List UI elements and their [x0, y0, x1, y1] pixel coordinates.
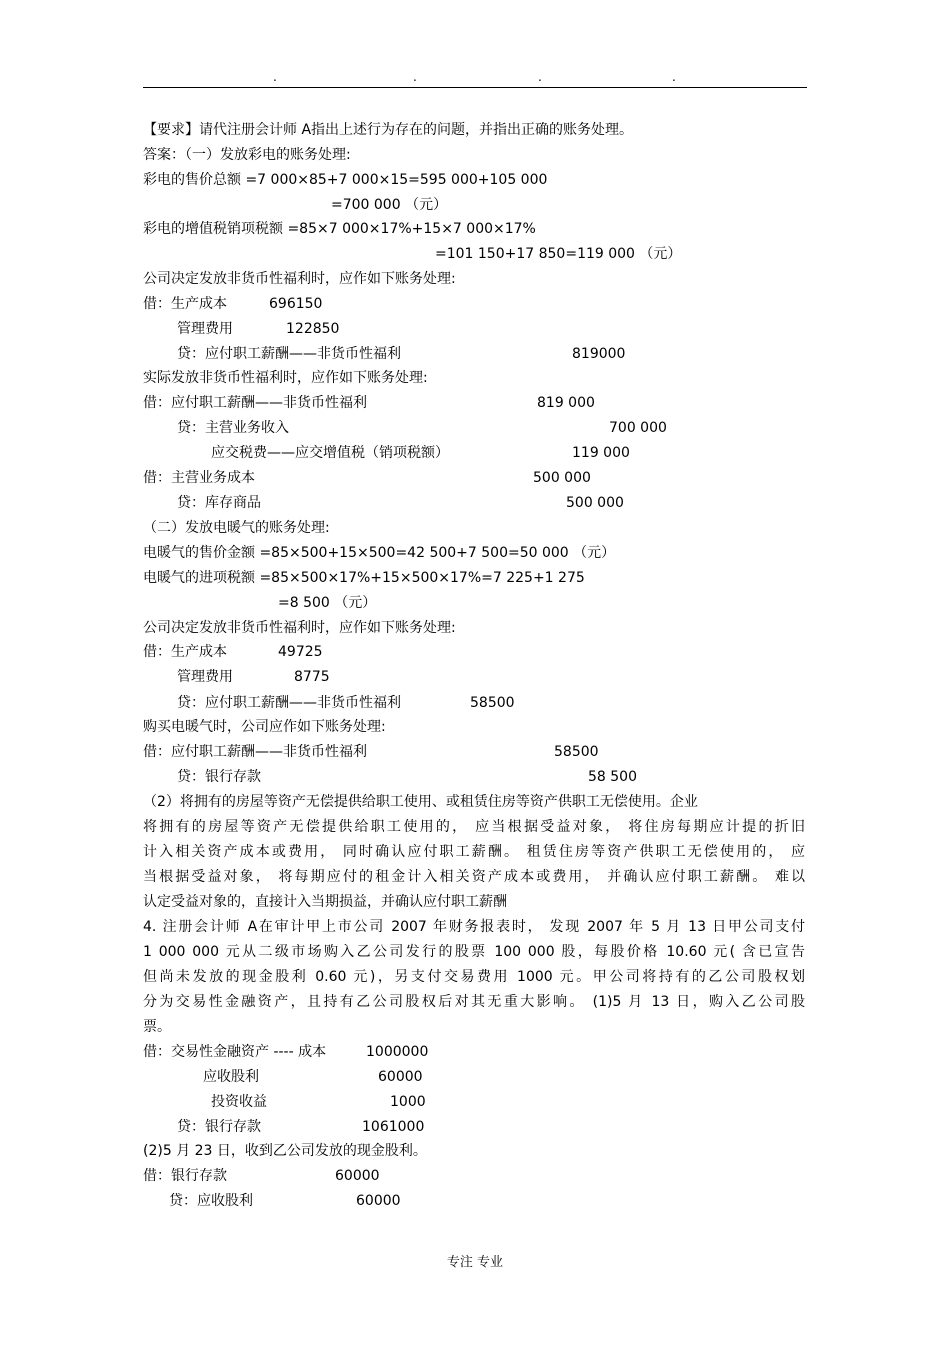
entry-credit: 贷：库存商品 [177, 495, 261, 511]
entry-debit: 借：应付职工薪酬——非货币性福利 [143, 744, 367, 760]
tv-vat-result: =101 150+17 850=119 000 （元） [435, 246, 682, 262]
heater-vat-result: =8 500 （元） [278, 595, 377, 611]
entry-debit: 借：生产成本 [143, 296, 227, 312]
header-dot: . [413, 70, 417, 84]
page-footer: 专注 专业 [446, 1255, 504, 1270]
heater-price-formula: 电暖气的售价金额 =85×500+15×500=42 500+7 500=50 000 （元） [143, 545, 616, 561]
entry-debit: 投资收益 [211, 1094, 267, 1110]
entry-debit: 借：应付职工薪酬——非货币性福利 [143, 395, 367, 411]
entry-debit: 借：生产成本 [143, 644, 227, 660]
entry-amount: 500 000 [533, 470, 591, 486]
entry-amount: 1061000 [362, 1119, 425, 1135]
entry-amount: 49725 [278, 644, 323, 660]
header-dot: . [538, 70, 542, 84]
entry-amount: 60000 [356, 1193, 401, 1209]
header-rule [143, 87, 807, 88]
entry-amount: 700 000 [609, 420, 667, 436]
entry-amount: 60000 [378, 1069, 423, 1085]
text-line: (2)5 月 23 日，收到乙公司发放的现金股利。 [143, 1143, 427, 1159]
entry-amount: 819000 [572, 346, 626, 362]
requirement-line: 【要求】请代注册会计师 A指出上述行为存在的问题，并指出正确的账务处理。 [143, 122, 634, 138]
entry-credit: 贷：应付职工薪酬——非货币性福利 [177, 346, 401, 362]
entry-amount: 58 500 [588, 769, 637, 785]
entry-amount: 696150 [269, 296, 323, 312]
paragraph-line: 将拥有的房屋等资产无偿提供给职工使用的， 应当根据受益对象， 将住房每期应计提的折旧 [143, 819, 805, 835]
entry-credit: 贷：应付职工薪酬——非货币性福利 [177, 695, 401, 711]
entry-debit: 借：主营业务成本 [143, 470, 255, 486]
entry-amount: 119 000 [572, 445, 630, 461]
paragraph-line: 但尚未发放的现金股利 0.60 元)，另支付交易费用 1000 元。甲公司将持有的乙公司股权划 [143, 969, 805, 985]
entry-credit: 贷：主营业务收入 [177, 420, 289, 436]
tv-price-result: =700 000 （元） [331, 197, 448, 213]
entry-credit: 应交税费——应交增值税（销项税额） [211, 445, 449, 461]
tv-price-formula: 彩电的售价总额 =7 000×85+7 000×15=595 000+105 000 [143, 172, 548, 188]
entry-debit: 管理费用 [177, 321, 233, 337]
entry-amount: 122850 [286, 321, 340, 337]
text-line: 公司决定发放非货币性福利时，应作如下账务处理: [143, 620, 456, 636]
entry-amount: 819 000 [537, 395, 595, 411]
heater-vat-formula: 电暖气的进项税额 =85×500×17%+15×500×17%=7 225+1 275 [143, 570, 585, 586]
entry-credit: 贷：银行存款 [177, 769, 261, 785]
paragraph-line: 4. 注册会计师 A在审计甲上市公司 2007 年财务报表时， 发现 2007 年 5 月 13 日甲公司支付 [143, 919, 805, 935]
paragraph-line: 票。 [143, 1019, 171, 1035]
paragraph-line: （2）将拥有的房屋等资产无偿提供给职工使用、或租赁住房等资产供职工无偿使用。企业 [143, 794, 698, 810]
text-line: 公司决定发放非货币性福利时，应作如下账务处理: [143, 271, 456, 287]
paragraph-line: 1 000 000 元从二级市场购入乙公司发行的股票 100 000 股，每股价格 10.60 元( 含已宣告 [143, 944, 805, 960]
paragraph-line: 分为交易性金融资产，且持有乙公司股权后对其无重大影响。 (1)5 月 13 日，购入乙公司股 [143, 994, 805, 1010]
entry-credit: 贷：银行存款 [177, 1119, 261, 1135]
entry-amount: 60000 [335, 1168, 380, 1184]
tv-vat-formula: 彩电的增值税销项税额 =85×7 000×17%+15×7 000×17% [143, 221, 536, 237]
entry-debit: 应收股利 [203, 1069, 259, 1085]
text-line: 实际发放非货币性福利时，应作如下账务处理: [143, 370, 428, 386]
entry-amount: 1000 [390, 1094, 426, 1110]
entry-amount: 58500 [554, 744, 599, 760]
entry-amount: 58500 [470, 695, 515, 711]
answer-heading: 答案：（一）发放彩电的账务处理: [143, 147, 351, 163]
section-heading: （二）发放电暖气的账务处理: [143, 520, 330, 536]
paragraph-line: 认定受益对象的，直接计入当期损益，并确认应付职工薪酬 [143, 894, 507, 910]
header-dot: . [273, 70, 277, 84]
entry-debit: 管理费用 [177, 669, 233, 685]
entry-amount: 500 000 [566, 495, 624, 511]
entry-debit: 借：交易性金融资产 ---- 成本 [143, 1044, 327, 1060]
paragraph-line: 当根据受益对象， 将每期应付的租金计入相关资产成本或费用， 并确认应付职工薪酬。 难以 [143, 869, 805, 885]
paragraph-line: 计入相关资产成本或费用， 同时确认应付职工薪酬。 租赁住房等资产供职工无偿使用的， 应 [143, 844, 805, 860]
entry-credit: 贷：应收股利 [169, 1193, 253, 1209]
entry-amount: 1000000 [366, 1044, 429, 1060]
entry-amount: 8775 [294, 669, 330, 685]
entry-debit: 借：银行存款 [143, 1168, 227, 1184]
text-line: 购买电暖气时，公司应作如下账务处理: [143, 719, 386, 735]
header-dot: . [672, 70, 676, 84]
